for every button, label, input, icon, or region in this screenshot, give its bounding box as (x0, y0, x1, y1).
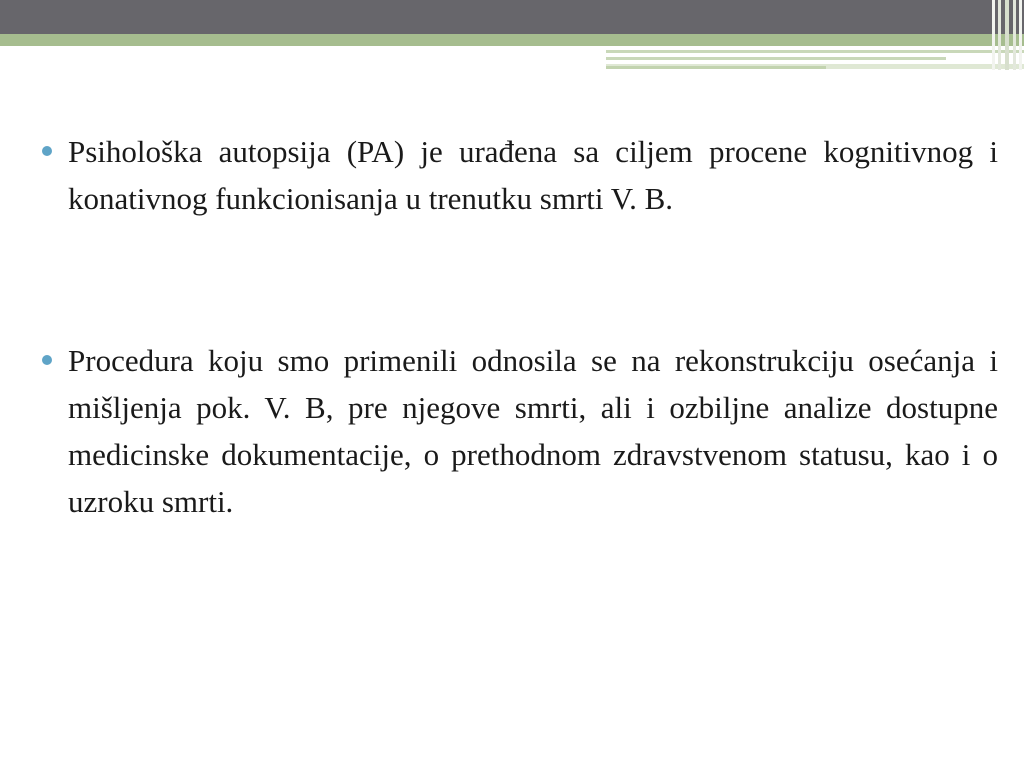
bullet-item (40, 128, 998, 222)
bullet-icon (42, 146, 52, 156)
bullet-text: Procedura koju smo primenili odnosila se na rekonstrukciju osećanja i mišljenja pok. V. B, pre njegove smrti, ali i ozbiljne analize dostupne medicinske dokumentacije, o prethodnom zdravstvenom statusu, kao i o uzroku smrti. (68, 343, 998, 519)
accent-line (606, 57, 946, 60)
header-band (0, 0, 1024, 34)
accent-line (606, 66, 826, 69)
bullet-text: Psihološka autopsija (PA) je urađena sa ciljem procene kognitivnog i konativnog funkcionisanja u trenutku smrti V. B. (68, 134, 998, 216)
accent-band (0, 34, 1024, 46)
bullet-item (40, 337, 998, 525)
bullet-icon (42, 355, 52, 365)
bullet-list (40, 128, 998, 525)
accent-line (606, 50, 1024, 53)
decorative-stripes (992, 0, 1024, 70)
